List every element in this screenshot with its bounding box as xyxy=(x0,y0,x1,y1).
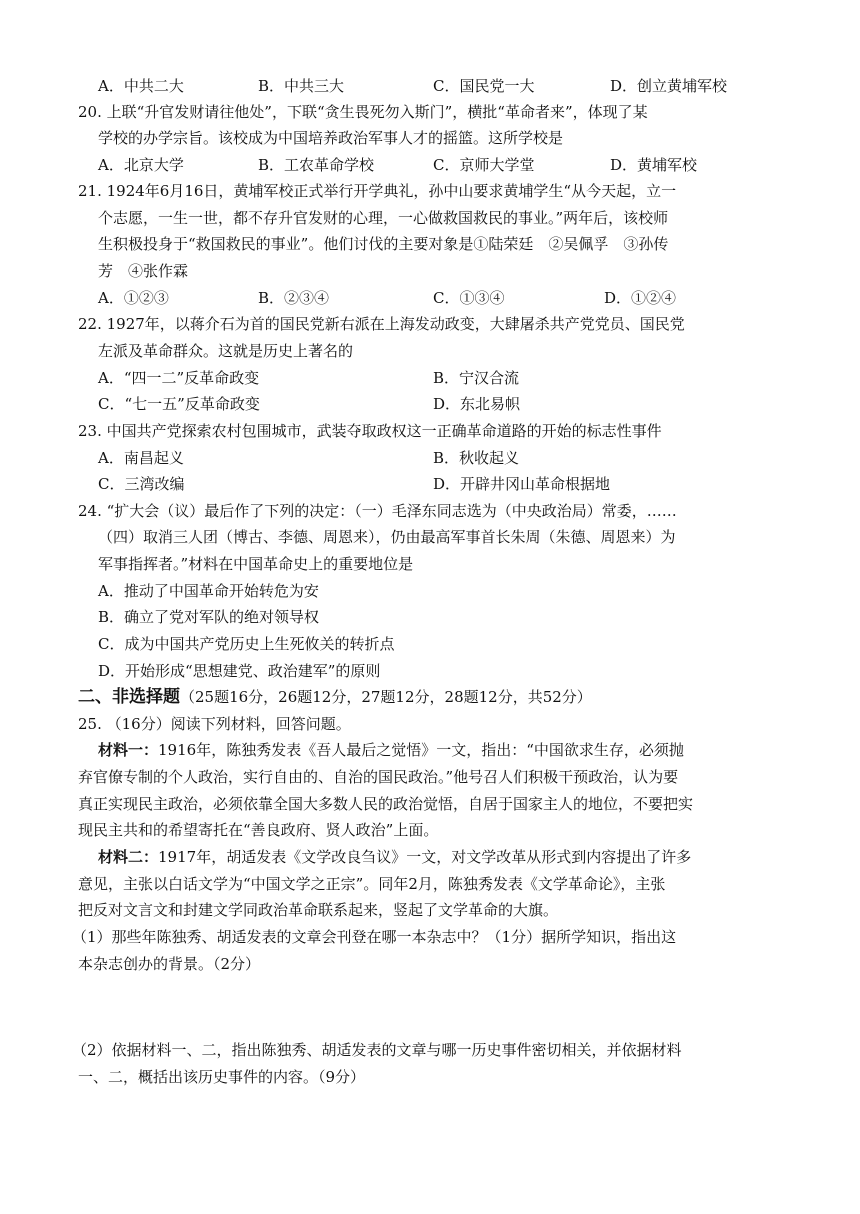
q23-options-row1 xyxy=(0,448,860,468)
q20-stem-line1: 20. 上联“升官发财请往他处”，下联“贪生畏死勿入斯门”，横批“革命者来”，体现了某 xyxy=(78,103,648,121)
q25-sub2-line2: 一、二，概括出该历史事件的内容。（9分） xyxy=(78,1068,366,1086)
q20-option-b: B．工农革命学校 xyxy=(258,156,375,174)
q25-intro: 25. （16分）阅读下列材料，回答问题。 xyxy=(78,715,351,733)
q24-stem-line1: 24. “扩大会（议）最后作了下列的决定：（一）毛泽东同志选为（中央政治局）常委，…… xyxy=(78,502,677,520)
q24-option-b: B．确立了党对军队的绝对领导权 xyxy=(98,608,320,626)
q21-option-d: D．①②④ xyxy=(604,289,677,307)
q25-sub1-line2: 本杂志创办的背景。（2分） xyxy=(78,955,261,973)
section-note: （25题16分，26题12分，27题12分，28题12分，共52分） xyxy=(180,688,592,706)
material-1-text: 1916年，陈独秀发表《吾人最后之觉悟》一文，指出：“中国欲求生存，必须抛 xyxy=(158,741,684,759)
q21-option-b: B．②③④ xyxy=(258,289,330,307)
q24-stem-line3: 军事指挥者。”材料在中国革命史上的重要地位是 xyxy=(98,555,414,573)
material-1-line4: 现民主共和的希望寄托在“善良政府、贤人政治”上面。 xyxy=(78,821,439,839)
q22-option-d: D．东北易帜 xyxy=(433,395,521,413)
q19-option-a: A．中共二大 xyxy=(98,77,184,95)
q19-option-d: D．创立黄埔军校 xyxy=(610,77,728,95)
q19-options xyxy=(0,76,860,96)
material-2-text: 1917年，胡适发表《文学改良刍议》一文，对文学改革从形式到内容提出了许多 xyxy=(158,848,692,866)
q19-option-b: B．中共三大 xyxy=(258,77,345,95)
q24-option-c: C．成为中国共产党历史上生死攸关的转折点 xyxy=(98,635,395,653)
q21-option-a: A．①②③ xyxy=(98,289,169,307)
q23-option-a: A．南昌起义 xyxy=(98,449,184,467)
q22-option-a: A．“四一二”反革命政变 xyxy=(98,369,260,387)
material-1-line3: 真正实现民主政治，必须依靠全国大多数人民的政治觉悟，自居于国家主人的地位，不要把实 xyxy=(78,795,694,813)
q21-option-c: C．①③④ xyxy=(433,289,505,307)
q23-options-row2 xyxy=(0,474,860,494)
q21-stem-line2: 个志愿，一生一世，都不存升官发财的心理，一心做救国救民的事业。”两年后，该校师 xyxy=(98,209,669,227)
q22-option-b: B．宁汉合流 xyxy=(433,369,520,387)
q22-stem-line1: 22. 1927年，以蒋介石为首的国民党新右派在上海发动政变，大肆屠杀共产党党员、国民党 xyxy=(78,315,685,333)
material-2-line1 xyxy=(98,847,691,867)
q22-option-c: C．“七一五”反革命政变 xyxy=(98,395,260,413)
q22-options-row2 xyxy=(0,394,860,414)
q21-stem-line3: 生积极投身于“救国救民的事业”。他们讨伐的主要对象是①陆荣廷 ②吴佩孚 ③孙传 xyxy=(98,235,669,253)
q20-option-a: A．北京大学 xyxy=(98,156,184,174)
q25-sub2-line1: （2）依据材料一、二，指出陈独秀、胡适发表的文章与哪一历史事件密切相关，并依据材料 xyxy=(72,1041,682,1059)
q21-stem-line1: 21. 1924年6月16日，黄埔军校正式举行开学典礼，孙中山要求黄埔学生“从今天起，立一 xyxy=(78,182,677,200)
q23-option-c: C．三湾改编 xyxy=(98,475,185,493)
q21-stem-line4: 芳 ④张作霖 xyxy=(98,262,189,280)
q20-options xyxy=(0,155,860,175)
material-1-label: 材料一： xyxy=(98,741,159,759)
q24-stem-line2: （四）取消三人团（博古、李德、周恩来），仍由最高军事首长朱周（朱德、周恩来）为 xyxy=(98,528,676,546)
section-title: 二、非选择题 xyxy=(78,687,180,707)
q21-options xyxy=(0,288,860,308)
material-2-line2: 意见，主张以白话文学为“中国文学之正宗”。同年2月，陈独秀发表《文学革命论》，主张 xyxy=(78,875,666,893)
section-heading xyxy=(78,687,592,707)
q20-option-c: C．京师大学堂 xyxy=(433,156,535,174)
material-1-line1 xyxy=(98,740,684,760)
material-1-line2: 弃官僚专制的个人政治，实行自由的、自治的国民政治。”他号召人们积极干预政治，认为要 xyxy=(78,768,679,786)
material-2-label: 材料二： xyxy=(98,848,159,866)
q24-option-a: A．推动了中国革命开始转危为安 xyxy=(98,582,319,600)
material-2-line3: 把反对文言文和封建文学同政治革命联系起来，竖起了文学革命的大旗。 xyxy=(78,901,559,919)
q19-option-c: C．国民党一大 xyxy=(433,77,535,95)
q23-option-b: B．秋收起义 xyxy=(433,449,520,467)
q24-option-d: D．开始形成“思想建党、政治建军”的原则 xyxy=(98,662,381,680)
q23-stem-line1: 23. 中国共产党探索农村包围城市，武装夺取政权这一正确革命道路的开始的标志性事件 xyxy=(78,422,662,440)
q20-option-d: D．黄埔军校 xyxy=(610,156,698,174)
q20-stem-line2: 学校的办学宗旨。该校成为中国培养政治军事人才的摇篮。这所学校是 xyxy=(98,129,564,147)
q23-option-d: D．开辟井冈山革命根据地 xyxy=(433,475,611,493)
q22-options-row1 xyxy=(0,368,860,388)
q25-sub1-line1: （1）那些年陈独秀、胡适发表的文章会刊登在哪一本杂志中？（1分）据所学知识，指出这 xyxy=(72,928,677,946)
q22-stem-line2: 左派及革命群众。这就是历史上著名的 xyxy=(98,342,354,360)
